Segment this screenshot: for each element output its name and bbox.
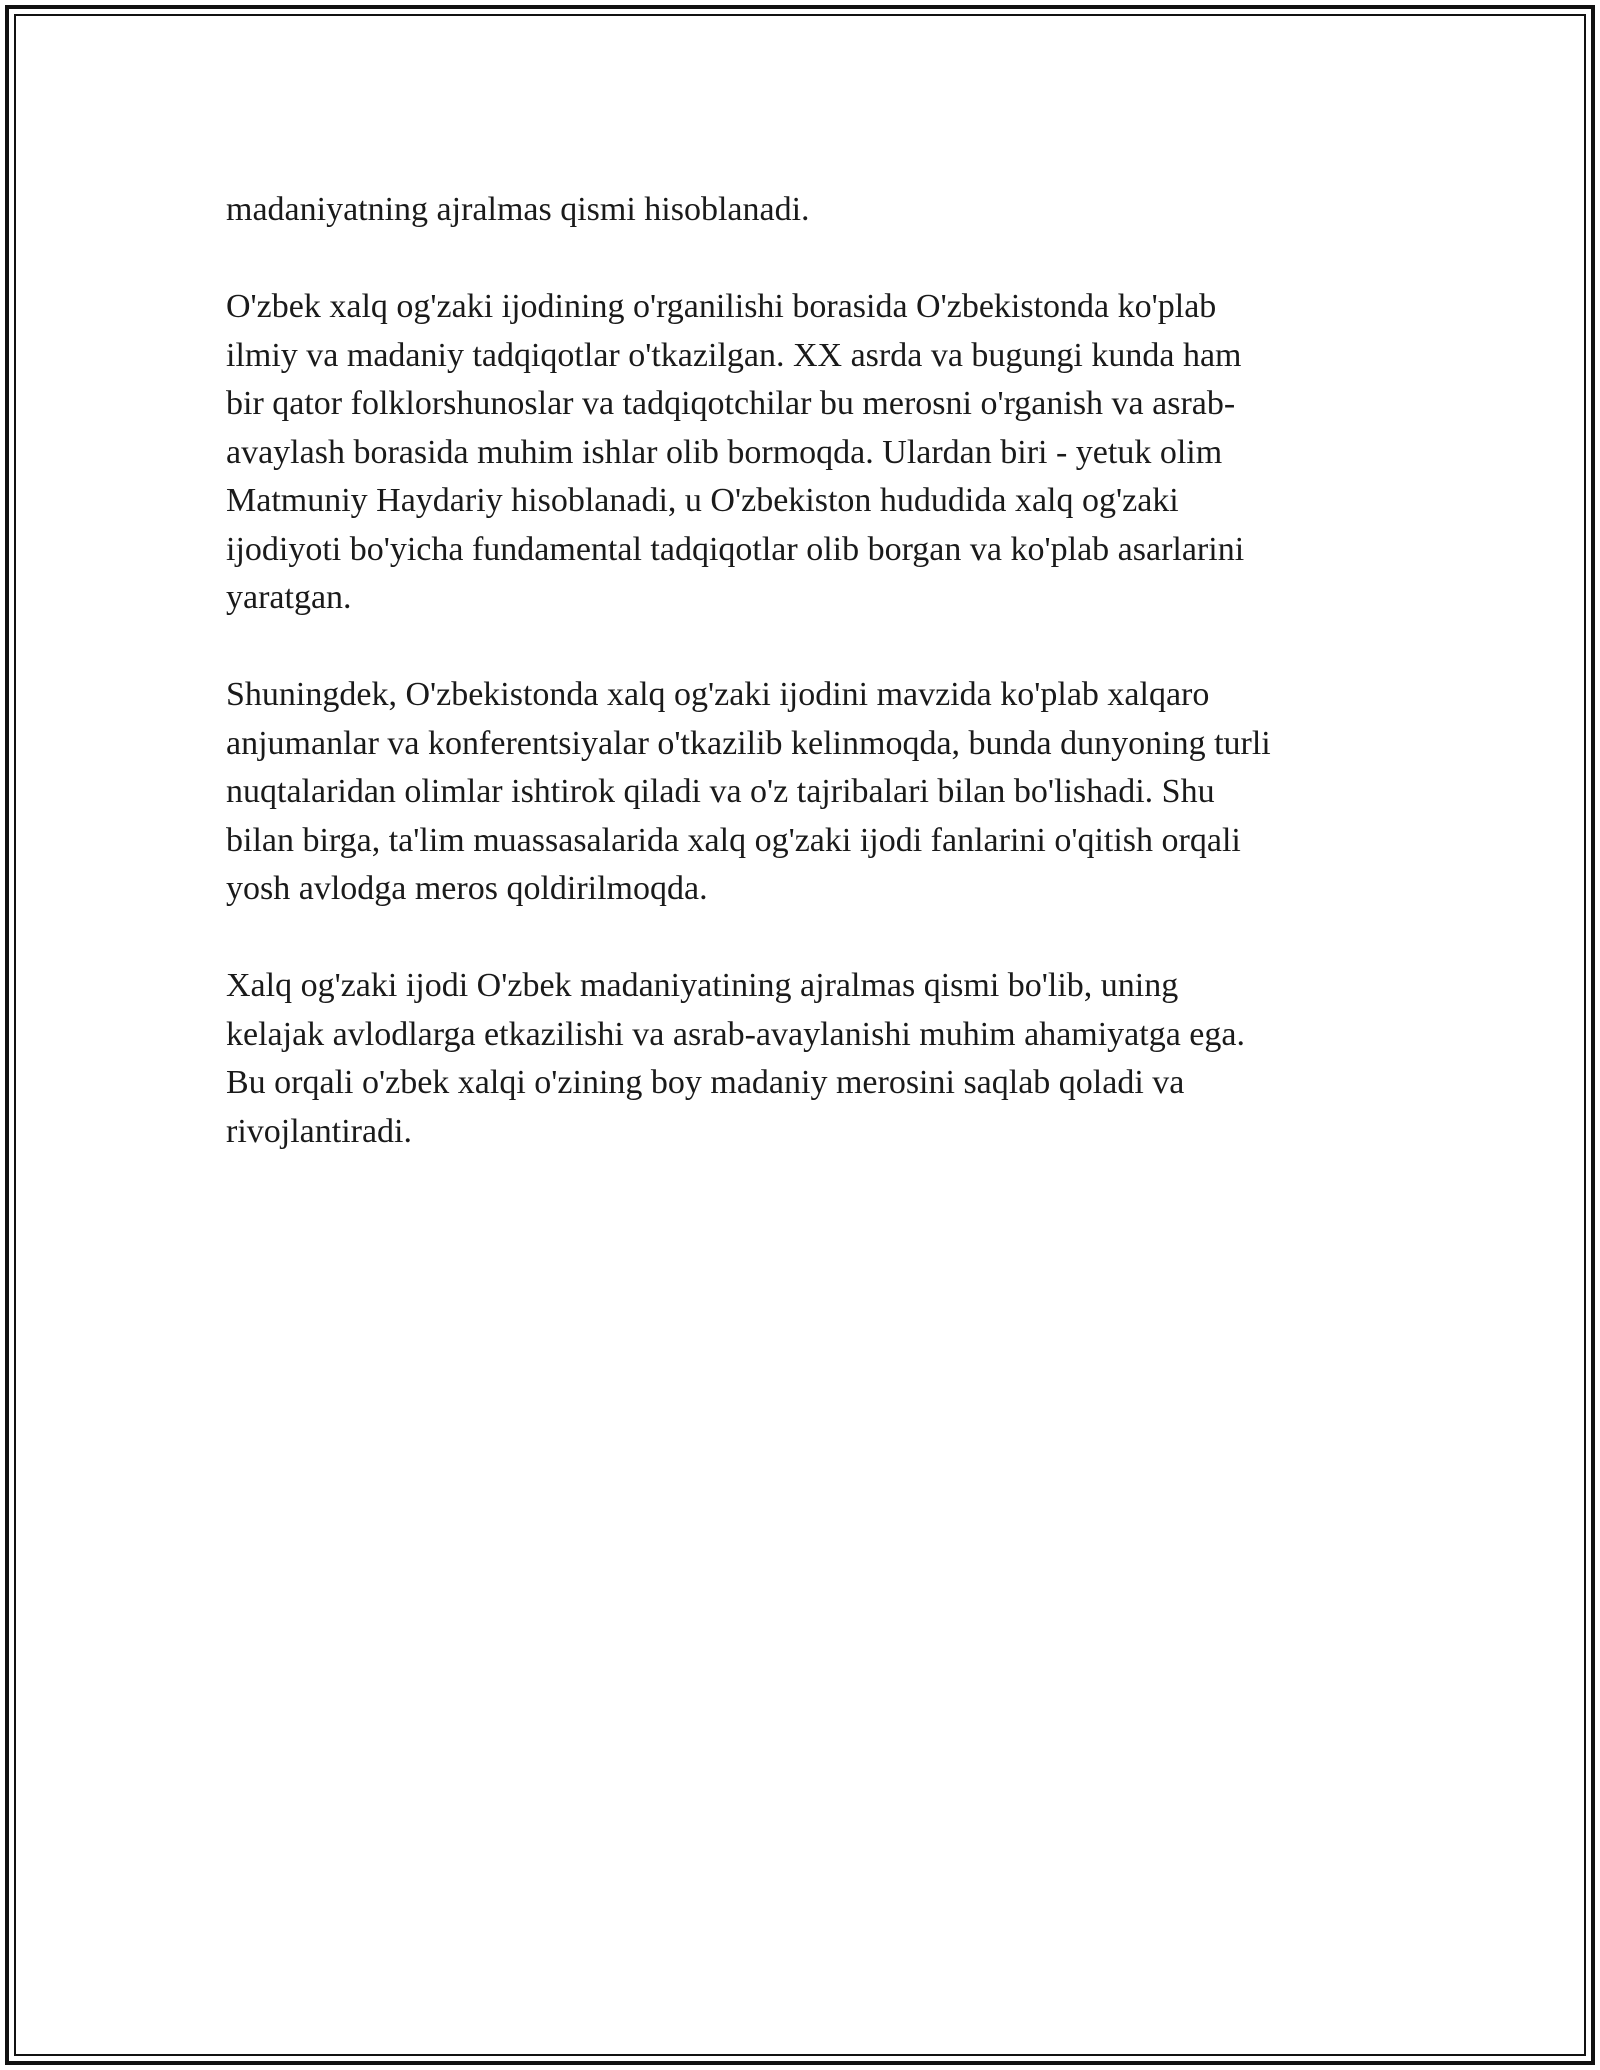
document-body: [226, 186, 1386, 1205]
paragraph-4: Xalq og'zaki ijodi O'zbek madaniyatining ajralmas qismi bo'lib, uning kelajak avlodlarga etkazilishi va asrab-avaylanishi muhim ahamiyatga ega. Bu orqali o'zbek xalqi o'zining boy madaniy merosini saqlab qoladi va rivojlantiradi.: [226, 967, 1245, 1150]
paragraph-1: madaniyatning ajralmas qismi hisoblanadi.: [226, 191, 810, 228]
paragraph-2: O'zbek xalq og'zaki ijodining o'rganilishi borasida O'zbekistonda ko'plab ilmiy va madaniy tadqiqotlar o'tkazilgan. XX asrda va bugungi kunda ham bir qator folklorshunoslar va tadqiqotchilar bu merosni o'rganish va asrab- avaylash borasida muhim ishlar olib bormoqda. Ulardan biri - yetuk olim Matmuniy Haydariy hisoblanadi, u O'zbekiston hududida xalq og'zaki ijodiyoti bo'yicha fundamental tadqiqotlar olib borgan va ko'plab asarlarini yaratgan.: [226, 288, 1245, 616]
paragraph-3: Shuningdek, O'zbekistonda xalq og'zaki ijodini mavzida ko'plab xalqaro anjumanlar va konferentsiyalar o'tkazilib kelinmoqda, bunda dunyoning turli nuqtalaridan olimlar ishtirok qiladi va o'z tajribalari bilan bo'lishadi. Shu bilan birga, ta'lim muassasalarida xalq og'zaki ijodi fanlarini o'qitish orqali yosh avlodga meros qoldirilmoqda.: [226, 676, 1271, 907]
